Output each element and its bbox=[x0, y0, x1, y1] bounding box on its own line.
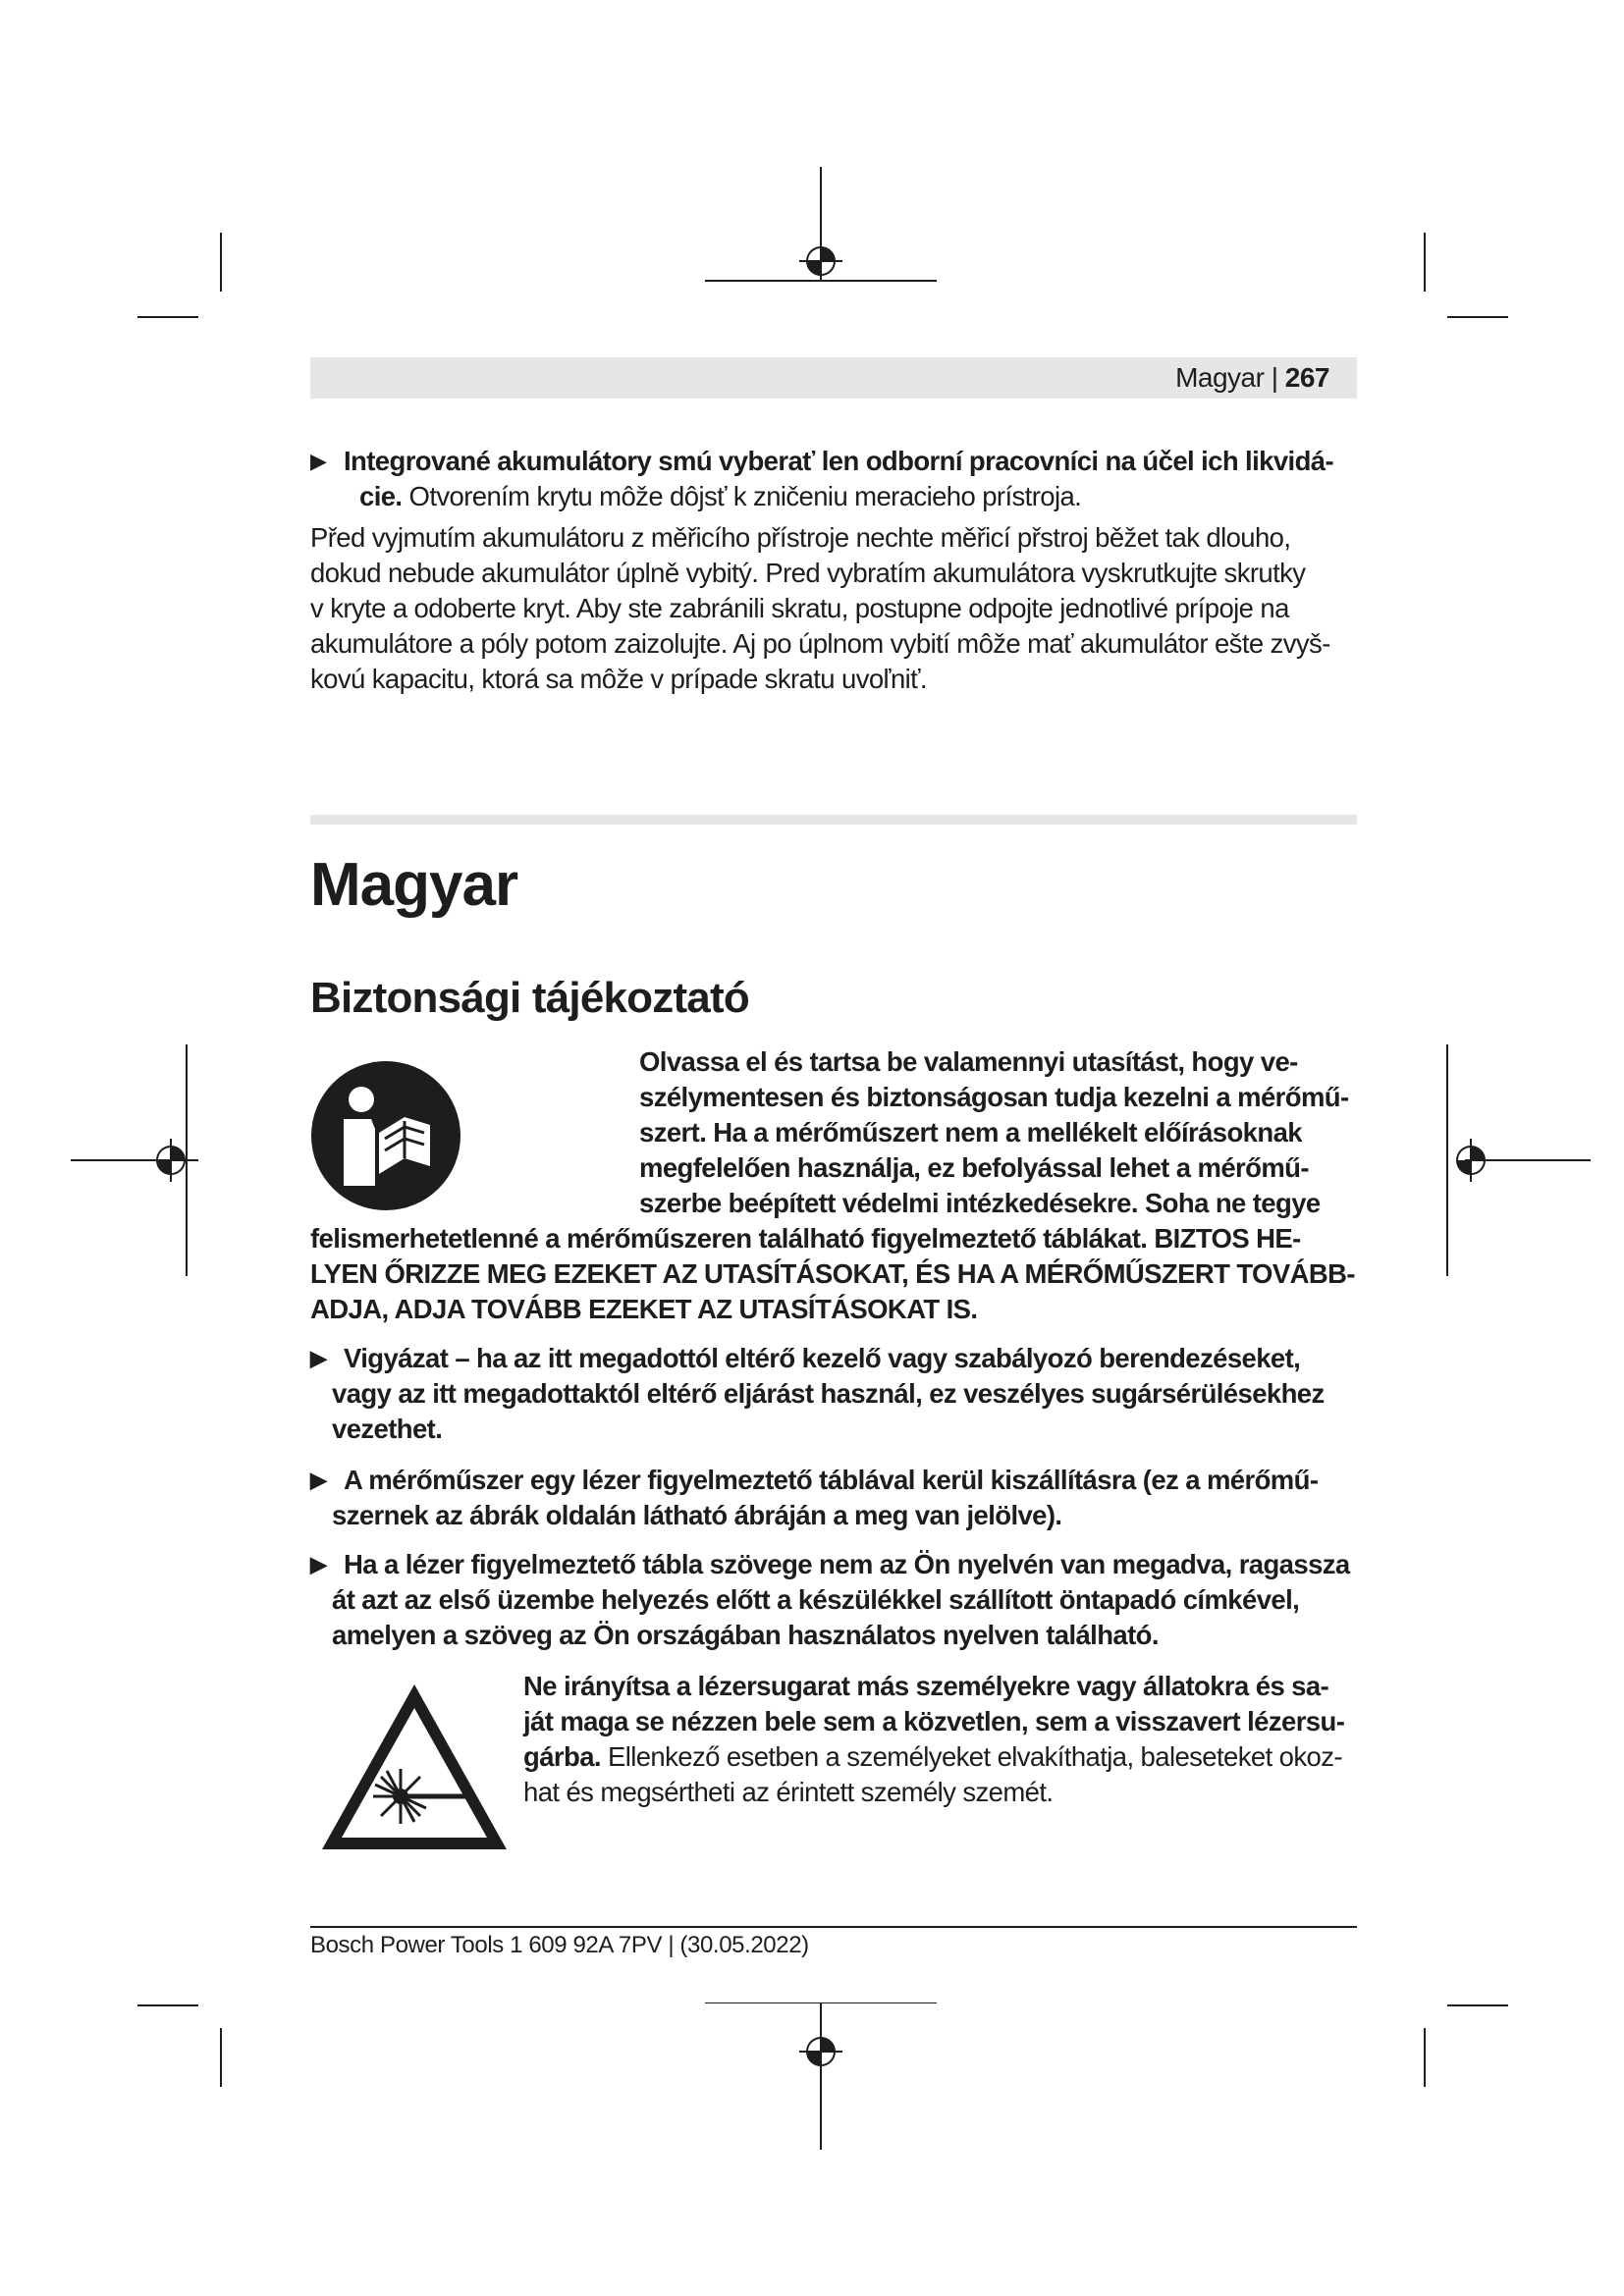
paragraph-line: dokud nebude akumulátor úplně vybitý. Pred vybratím akumulátora vyskrutkujte skrutky bbox=[310, 558, 1306, 588]
safety-bullet-3 bbox=[310, 1547, 1357, 1653]
bullet-line: amelyen a szöveg az Ön országában használatos nyelven található. bbox=[332, 1620, 1159, 1650]
registration-mark-top bbox=[705, 167, 937, 334]
crop-mark bbox=[1424, 233, 1426, 292]
intro-line: szerbe beépített védelmi intézkedésekre. Soha ne tegye bbox=[639, 1188, 1321, 1218]
safety-bullet-1 bbox=[310, 1341, 1357, 1447]
crop-mark bbox=[1447, 316, 1508, 318]
registration-mark-left bbox=[71, 1044, 218, 1276]
footer-text: Bosch Power Tools 1 609 92A 7PV | (30.05.2022) bbox=[310, 1932, 809, 1958]
slovak-paragraph bbox=[310, 520, 1357, 697]
bullet-arrow-icon: ▶ bbox=[310, 1346, 327, 1370]
crop-mark bbox=[1424, 2028, 1426, 2087]
intro-line: LYEN ŐRIZZE MEG EZEKET AZ UTASÍTÁSOKAT, ÉS HA A MÉRŐMŰSZERT TOVÁBB- bbox=[310, 1258, 1355, 1289]
crop-mark bbox=[220, 2028, 222, 2087]
running-header bbox=[310, 357, 1357, 399]
safety-bullet-2 bbox=[310, 1463, 1357, 1533]
paragraph-line: kovú kapacitu, ktorá sa môže v prípade skratu uvoľniť. bbox=[310, 664, 927, 694]
bullet-line: Vigyázat – ha az itt megadottól eltérő kezelő vagy szabályozó berendezéseket, bbox=[344, 1343, 1301, 1373]
laser-line-bold: gárba. bbox=[523, 1741, 601, 1772]
intro-line: szélymentesen és biztonságosan tudja kezelni a mérőmű- bbox=[639, 1082, 1349, 1112]
laser-warning-icon bbox=[318, 1681, 511, 1853]
registration-mark-bottom bbox=[705, 2002, 937, 2160]
laser-line-rest: Ellenkező esetben a személyeket elvakíthatja, baleseteket okoz- bbox=[600, 1741, 1342, 1772]
laser-line: hat és megsértheti az érintett személy szemét. bbox=[523, 1777, 1054, 1807]
footer-rule bbox=[310, 1926, 1357, 1928]
safety-intro-side bbox=[639, 1044, 1357, 1221]
section-title: Magyar bbox=[310, 851, 518, 919]
slovak-bullet-bold-1: Integrované akumulátory smú vyberať len odborní pracovníci na účel ich likvidá- bbox=[344, 446, 1334, 476]
read-manual-icon bbox=[310, 1060, 461, 1211]
crop-mark bbox=[137, 2004, 198, 2006]
laser-line: Ne irányítsa a lézersugarat más személyekre vagy állatokra és sa- bbox=[523, 1671, 1329, 1701]
bullet-arrow-icon: ▶ bbox=[310, 1468, 327, 1492]
crop-mark bbox=[137, 316, 198, 318]
intro-line: megfelelően használja, ez befolyással lehet a mérőmű- bbox=[639, 1152, 1309, 1183]
bullet-arrow-icon: ▶ bbox=[310, 449, 327, 473]
intro-line: szert. Ha a mérőműszert nem a mellékelt előírásoknak bbox=[639, 1117, 1302, 1148]
page-number: 267 bbox=[1284, 362, 1329, 393]
bullet-line: A mérőműszer egy lézer figyelmeztető táblával kerül kiszállításra (ez a mérőmű- bbox=[344, 1465, 1319, 1495]
bullet-line: vagy az itt megadottaktól eltérő eljárást használ, ez veszélyes sugársérülésekhez bbox=[332, 1378, 1325, 1409]
slovak-bullet bbox=[310, 444, 1357, 514]
laser-line: ját maga se nézzen bele sem a közvetlen, sem a visszavert lézersu- bbox=[523, 1706, 1345, 1736]
bullet-arrow-icon: ▶ bbox=[310, 1552, 327, 1576]
paragraph-line: v kryte a odoberte kryt. Aby ste zabránili skratu, postupne odpojte jednotlivé prípoje na bbox=[310, 593, 1289, 623]
intro-line: felismerhetetlenné a mérőműszeren található figyelmeztető táblákat. BIZTOS HE- bbox=[310, 1223, 1301, 1254]
section-divider bbox=[310, 815, 1357, 825]
slovak-bullet-bold-2: cie. bbox=[359, 481, 403, 511]
header-label bbox=[1175, 361, 1329, 395]
intro-line: ADJA, ADJA TOVÁBB EZEKET AZ UTASÍTÁSOKAT IS. bbox=[310, 1294, 978, 1324]
header-separator: | bbox=[1264, 362, 1285, 393]
bullet-line: át azt az első üzembe helyezés előtt a készülékkel szállított öntapadó címkével, bbox=[332, 1584, 1300, 1615]
bullet-line: Ha a lézer figyelmeztető tábla szövege nem az Ön nyelvén van megadva, ragassza bbox=[344, 1549, 1350, 1579]
paragraph-line: Před vyjmutím akumulátoru z měřicího přístroje nechte měřicí přstroj běžet tak dlouho, bbox=[310, 522, 1291, 553]
slovak-bullet-rest: Otvorením krytu môže dôjsť k zničeniu meracieho prístroja. bbox=[402, 481, 1082, 511]
bullet-line: szernek az ábrák oldalán látható ábráján a meg van jelölve). bbox=[332, 1500, 1062, 1530]
bullet-line: vezethet. bbox=[332, 1414, 443, 1444]
laser-warning-text bbox=[523, 1669, 1357, 1810]
crop-mark bbox=[1447, 2004, 1508, 2006]
registration-mark-right bbox=[1443, 1044, 1591, 1276]
paragraph-line: akumulátore a póly potom zaizolujte. Aj po úplnom vybití môže mať akumulátor ešte zvyš- bbox=[310, 628, 1330, 659]
intro-line: Olvassa el és tartsa be valamennyi utasítást, hogy ve- bbox=[639, 1046, 1298, 1077]
crop-mark bbox=[220, 233, 222, 292]
safety-intro-full bbox=[310, 1221, 1357, 1327]
subsection-title: Biztonsági tájékoztató bbox=[310, 974, 749, 1022]
header-section: Magyar bbox=[1175, 362, 1265, 393]
